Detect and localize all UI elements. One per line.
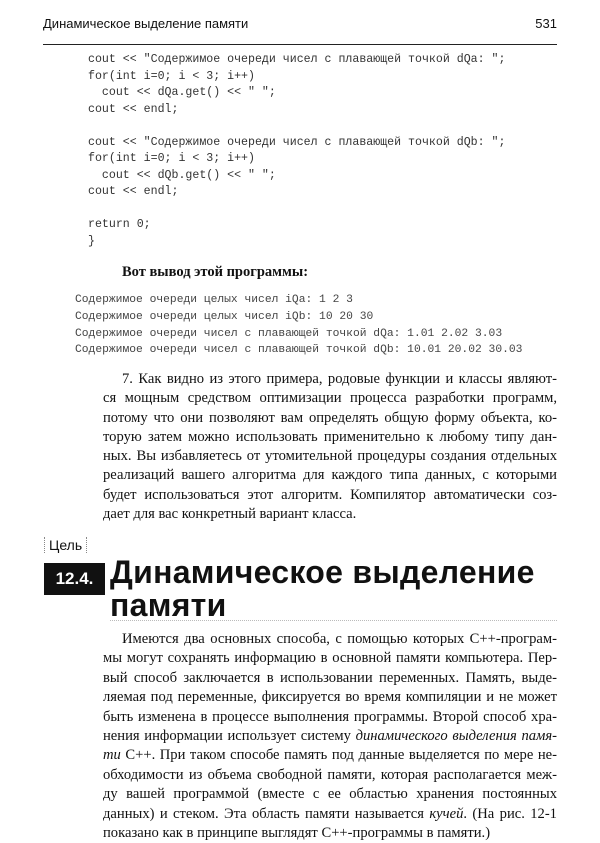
section-divider (110, 620, 557, 621)
text-segment: ных. Вы избавляетесь от утомительной процедуры создания отдельных (103, 448, 557, 465)
code-line: cout << "Содержимое очереди чисел с плавающей точкой dQa: "; (88, 53, 506, 66)
text-line (103, 708, 557, 727)
code-line: } (88, 234, 95, 248)
text-line (103, 630, 557, 649)
code-line: cout << endl; (88, 102, 179, 116)
code-line: return 0; (88, 218, 151, 231)
text-segment: ду вашей программой (вместе с ее областью хранения постоянных (103, 786, 557, 803)
text-segment: дает для вас конкретный вариант класса. (103, 506, 357, 523)
text-segment: реализаций вашего алгоритма для каждого типа данных, с которыми (103, 467, 557, 484)
text-segment: 7. Как видно из этого примера, родовые функции и классы являют- (122, 371, 557, 387)
text-segment: будет использоваться этот алгоритм. Компилятор автоматически соз- (103, 486, 557, 503)
text-segment: показано как в принципе выглядят C++-программы в памяти.) (103, 825, 491, 842)
text-segment: потому что они позволяют вам определять общую форму объекта, ко- (103, 409, 557, 426)
code-line: for(int i=0; i < 3; i++) (88, 152, 255, 165)
text-line (103, 824, 557, 843)
output-line: Содержимое очереди целых чисел iQa: 1 2 3 (75, 294, 353, 306)
code-line (88, 118, 505, 135)
text-line (103, 805, 557, 824)
running-header-title: Динамическое выделение памяти (43, 16, 249, 31)
text-line (103, 389, 557, 408)
text-segment: Имеются два основных способа, с помощью которых C++-програм- (122, 631, 557, 647)
code-line: cout << endl; (88, 185, 179, 198)
code-line: cout << "Содержимое очереди чисел с плавающей точкой dQb: "; (88, 135, 506, 149)
code-line: for(int i=0; i < 3; i++) (88, 69, 255, 83)
text-line (103, 447, 557, 466)
text-line (103, 409, 557, 428)
text-segment: мы могут сохранять информацию в основной памяти компьютера. Пер- (103, 650, 557, 667)
paragraph-7 (103, 370, 557, 524)
output-line: Содержимое очереди чисел с плавающей точкой dQb: 10.01 20.02 30.03 (75, 344, 523, 357)
text-line (103, 428, 557, 447)
text-line (103, 785, 557, 804)
section-title (110, 556, 535, 622)
output-intro: Вот вывод этой программы: (122, 264, 309, 280)
section-number: 12.4. (44, 563, 105, 595)
text-segment: торую затем можно использовать применительно к любому типу дан- (103, 428, 557, 445)
text-segment: ляемая под переменные, фиксируется во время компиляции и не может (103, 689, 557, 706)
text-line (103, 766, 557, 785)
page-number: 531 (535, 16, 557, 31)
text-segment: быть изменена в процессе выполнения программы. Второй способ хра- (103, 708, 557, 725)
header-rule (43, 44, 557, 45)
text-line (103, 370, 557, 389)
text-segment: нения информации использует систему (103, 728, 356, 745)
emphasized-term: кучей (429, 805, 464, 822)
text-line (103, 746, 557, 765)
goal-label: Цель (44, 537, 87, 553)
section-title-line1: Динамическое выделение (110, 554, 535, 590)
text-line (103, 505, 557, 524)
running-header (43, 14, 557, 34)
code-line (88, 201, 505, 218)
emphasized-term: ти (103, 747, 121, 764)
text-segment: данных) и стеком. Эта область памяти называется (103, 805, 430, 822)
section-title-line2: памяти (110, 587, 227, 623)
text-segment: C++. При таком способе память под данные выделяется по мере не- (120, 747, 557, 764)
program-output (75, 292, 522, 359)
text-line (103, 486, 557, 505)
output-line: Содержимое очереди чисел с плавающей точкой dQa: 1.01 2.02 3.03 (75, 327, 503, 340)
text-segment: ся мощным средством оптимизации процесса разработки программ, (103, 390, 557, 407)
text-line (103, 727, 557, 746)
text-line (103, 688, 557, 707)
output-line: Содержимое очереди целых чисел iQb: 10 20 30 (75, 310, 374, 323)
text-segment: . (На рис. 12-1 (463, 805, 557, 822)
code-listing (88, 52, 505, 250)
text-segment: вый способ заключается в использовании переменных. Память, выде- (103, 669, 557, 686)
text-line (103, 649, 557, 668)
text-segment: обходимости из объема свободной памяти, которая располагается меж- (103, 766, 557, 783)
code-line: cout << dQa.get() << " "; (88, 86, 276, 99)
text-line (103, 669, 557, 688)
emphasized-term: динамического выделения памя- (355, 728, 558, 745)
text-line (103, 466, 557, 485)
section-paragraph (103, 630, 557, 843)
code-line: cout << dQb.get() << " "; (88, 168, 276, 182)
